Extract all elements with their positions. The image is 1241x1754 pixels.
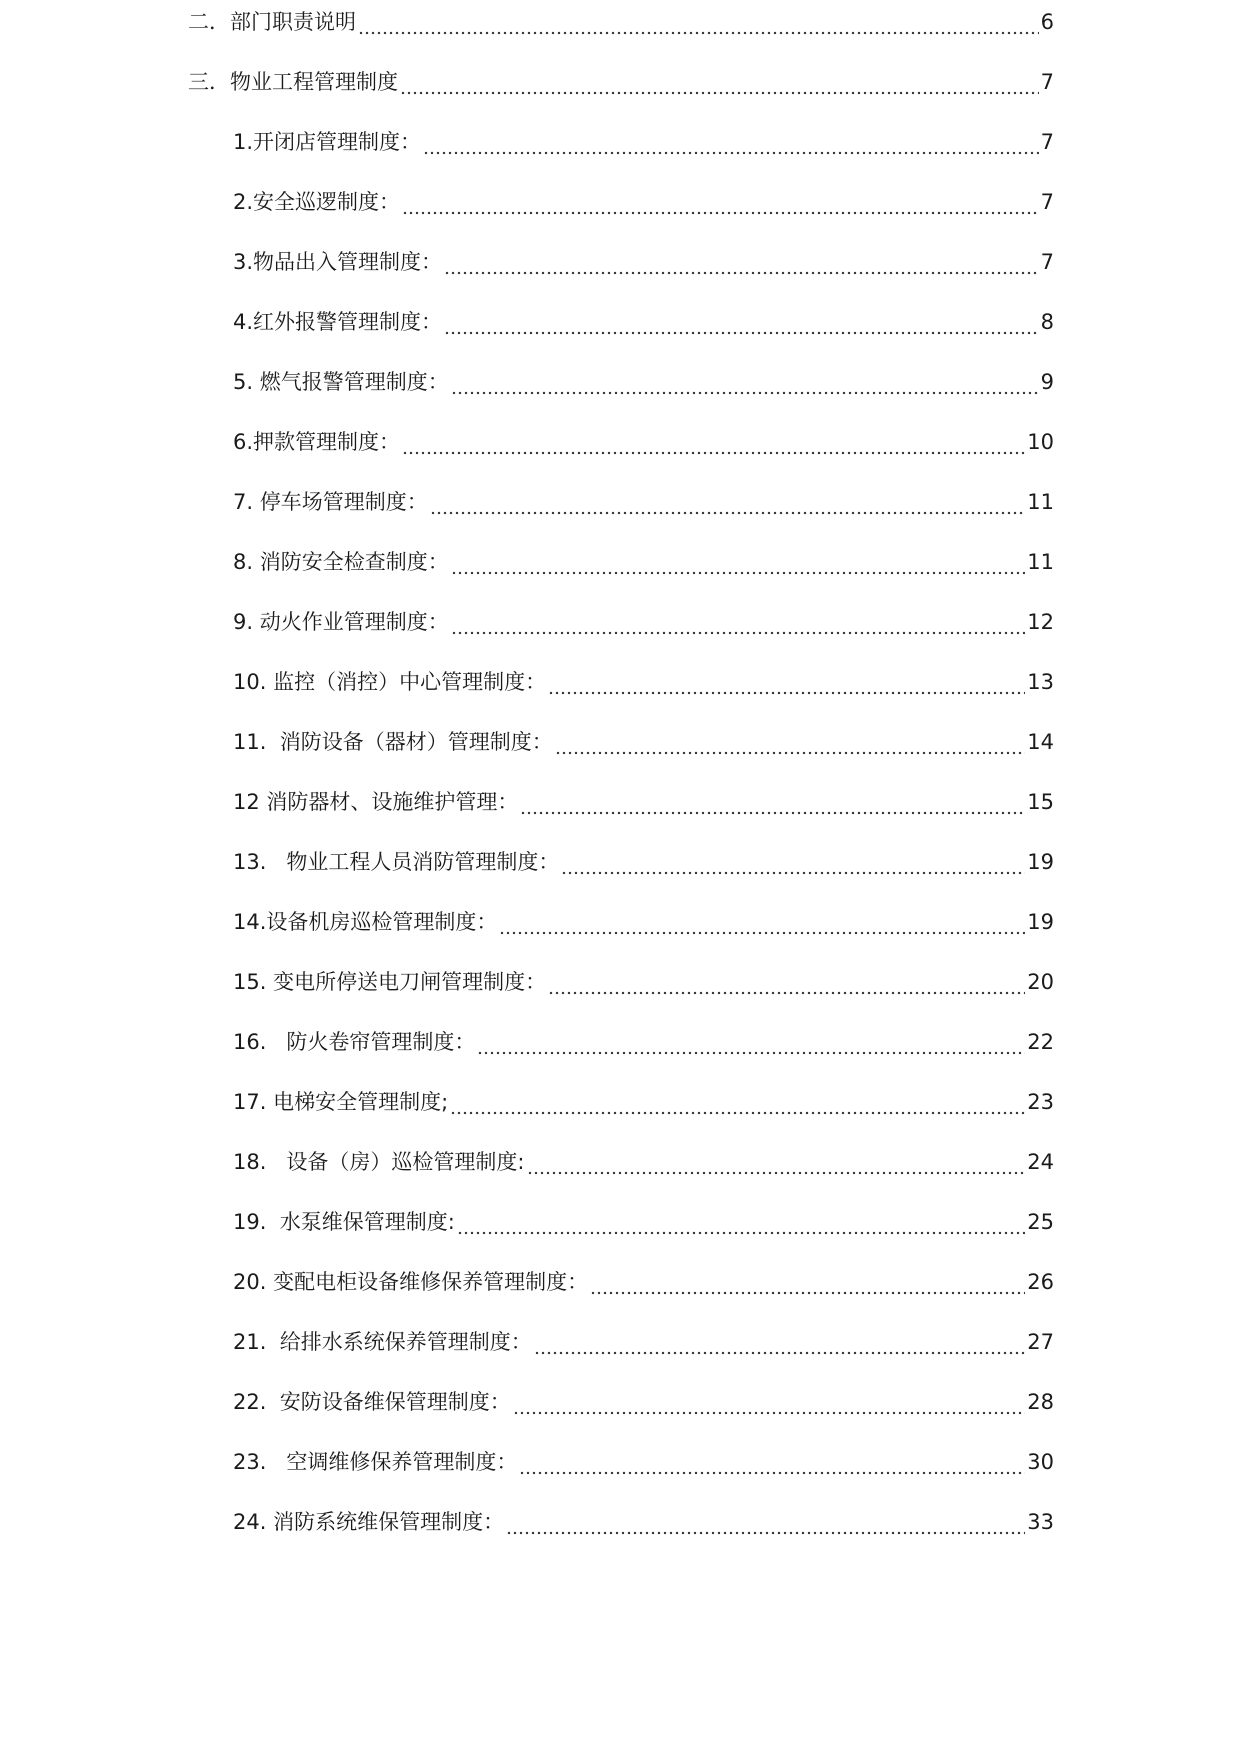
toc-entry-page: 33 [1027, 1510, 1054, 1534]
dot-leader [451, 542, 1026, 582]
toc-entry-page: 7 [1040, 250, 1054, 274]
toc-entry-page: 20 [1027, 970, 1054, 994]
dot-leader [400, 62, 1039, 102]
toc-entry[interactable] [233, 1442, 1054, 1482]
toc-entry[interactable] [233, 482, 1054, 522]
toc-entry[interactable] [233, 722, 1054, 762]
toc-entry[interactable] [233, 1082, 1054, 1122]
toc-entry-page: 14 [1027, 730, 1054, 754]
toc-entry-page: 26 [1027, 1270, 1054, 1294]
toc-entry-label: 19. 水泵维保管理制度: [233, 1210, 455, 1234]
toc-entry[interactable] [233, 1202, 1054, 1242]
toc-entry-label: 二．部门职责说明 [188, 10, 356, 34]
toc-entry-label: 三．物业工程管理制度 [188, 70, 398, 94]
toc-entry-label: 12 消防器材、设施维护管理： [233, 790, 519, 814]
dot-leader [534, 1322, 1026, 1362]
toc-entry-page: 10 [1027, 430, 1054, 454]
toc-entry[interactable] [233, 602, 1054, 642]
toc-entry-label: 2.安全巡逻制度： [233, 190, 401, 214]
dot-leader [548, 962, 1025, 1002]
dot-leader [555, 722, 1026, 762]
toc-entry-label: 16. 防火卷帘管理制度： [233, 1030, 476, 1054]
dot-leader [451, 602, 1026, 642]
toc-entry[interactable] [233, 1022, 1054, 1062]
toc-entry-page: 28 [1027, 1390, 1054, 1414]
toc-entry-label: 22. 安防设备维保管理制度： [233, 1390, 511, 1414]
toc-entry[interactable] [233, 962, 1054, 1002]
toc-entry-label: 15. 变电所停送电刀闸管理制度： [233, 970, 547, 994]
toc-entry-label: 9. 动火作业管理制度： [233, 610, 449, 634]
toc-entry[interactable] [233, 662, 1054, 702]
toc-entry[interactable] [233, 182, 1054, 222]
toc-entry[interactable] [233, 542, 1054, 582]
toc-entry-label: 17. 电梯安全管理制度; [233, 1090, 449, 1114]
dot-leader [444, 242, 1039, 282]
toc-entry-label: 10. 监控（消控）中心管理制度： [233, 670, 547, 694]
toc-entry-label: 5. 燃气报警管理制度： [233, 370, 449, 394]
toc-entry[interactable] [233, 1322, 1054, 1362]
toc-entry-page: 7 [1040, 190, 1054, 214]
dot-leader [527, 1142, 1026, 1182]
dot-leader [548, 662, 1025, 702]
dot-leader [590, 1262, 1025, 1302]
toc-entry[interactable] [233, 782, 1054, 822]
toc-entry-label: 6.押款管理制度： [233, 430, 401, 454]
toc-entry-label: 18. 设备（房）巡检管理制度: [233, 1150, 525, 1174]
toc-entry[interactable] [233, 302, 1054, 342]
dot-leader [402, 422, 1025, 462]
toc-entry-page: 19 [1027, 910, 1054, 934]
dot-leader [457, 1202, 1025, 1242]
toc-entry-label: 1.开闭店管理制度： [233, 130, 422, 154]
dot-leader [451, 362, 1039, 402]
toc-entry-label: 3.物品出入管理制度： [233, 250, 443, 274]
toc-entry-label: 13. 物业工程人员消防管理制度： [233, 850, 560, 874]
toc-entry-page: 15 [1027, 790, 1054, 814]
toc-entry-page: 25 [1027, 1210, 1054, 1234]
dot-leader [499, 902, 1025, 942]
toc-entry-page: 8 [1040, 310, 1054, 334]
dot-leader [513, 1382, 1026, 1422]
toc-entry-page: 9 [1040, 370, 1054, 394]
toc-entry[interactable] [233, 902, 1054, 942]
toc-entry-page: 24 [1027, 1150, 1054, 1174]
toc-entry[interactable] [233, 1262, 1054, 1302]
toc-entry-page: 11 [1027, 490, 1054, 514]
toc-entry[interactable] [233, 1382, 1054, 1422]
toc-entry-page: 13 [1027, 670, 1054, 694]
toc-entry-label: 23. 空调维修保养管理制度： [233, 1450, 518, 1474]
dot-leader [444, 302, 1039, 342]
dot-leader [450, 1082, 1025, 1122]
toc-entry-page: 6 [1040, 10, 1054, 34]
toc-entry[interactable] [233, 422, 1054, 462]
dot-leader [430, 482, 1026, 522]
toc-entry-label: 8. 消防安全检查制度： [233, 550, 449, 574]
dot-leader [561, 842, 1025, 882]
toc-entry[interactable] [233, 1142, 1054, 1182]
toc-entry-page: 7 [1040, 70, 1054, 94]
toc-entry-label: 24. 消防系统维保管理制度： [233, 1510, 505, 1534]
toc-entry-page: 11 [1027, 550, 1054, 574]
dot-leader [477, 1022, 1025, 1062]
toc-entry-page: 30 [1027, 1450, 1054, 1474]
toc-entry[interactable] [188, 2, 1054, 42]
toc-entry-label: 11. 消防设备（器材）管理制度： [233, 730, 553, 754]
toc-entry-label: 7. 停车场管理制度： [233, 490, 428, 514]
toc-entry-page: 27 [1027, 1330, 1054, 1354]
toc-entry-label: 21. 给排水系统保养管理制度： [233, 1330, 532, 1354]
toc-entry[interactable] [233, 122, 1054, 162]
dot-leader [520, 782, 1025, 822]
toc-entry-page: 7 [1040, 130, 1054, 154]
dot-leader [358, 2, 1039, 42]
toc-entry-label: 4.红外报警管理制度： [233, 310, 443, 334]
toc-entry[interactable] [233, 362, 1054, 402]
toc-entry-page: 12 [1027, 610, 1054, 634]
toc-entry-page: 19 [1027, 850, 1054, 874]
toc-entry[interactable] [233, 1502, 1054, 1542]
toc-entry-label: 14.设备机房巡检管理制度： [233, 910, 498, 934]
dot-leader [402, 182, 1039, 222]
dot-leader [506, 1502, 1025, 1542]
toc-entry[interactable] [233, 242, 1054, 282]
toc-entry[interactable] [233, 842, 1054, 882]
toc-entry-page: 23 [1027, 1090, 1054, 1114]
toc-entry-page: 22 [1027, 1030, 1054, 1054]
toc-entry[interactable] [188, 62, 1054, 102]
dot-leader [423, 122, 1039, 162]
dot-leader [519, 1442, 1025, 1482]
toc-entry-label: 20. 变配电柜设备维修保养管理制度： [233, 1270, 589, 1294]
